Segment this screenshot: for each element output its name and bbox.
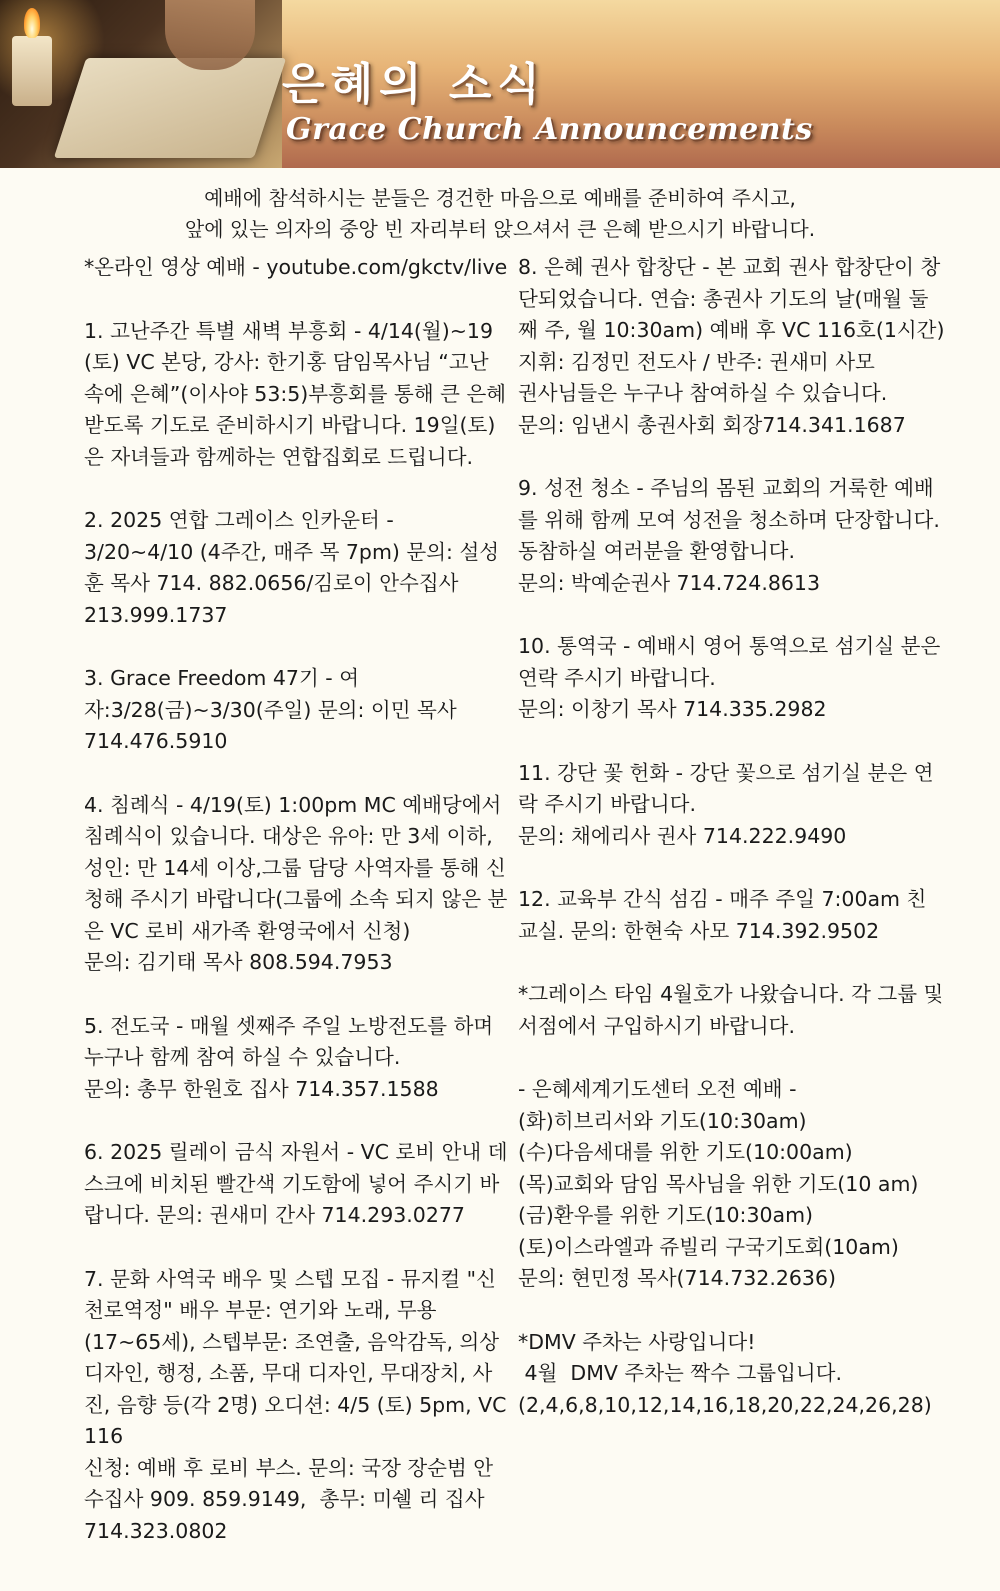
intro-text — [0, 183, 1000, 245]
announcement-2: 2. 2025 연합 그레이스 인카운터 - 3/20~4/10 (4주간, 매주 목 7pm) 문의: 설성훈 목사 714. 882.0656/김로이 안수집사 213.999.1737 — [84, 508, 500, 627]
announcement-online-worship: *온라인 영상 예배 - youtube.com/gkctv/live — [84, 255, 508, 279]
announcement-1: 1. 고난주간 특별 새벽 부흥회 - 4/14(월)~19 (토) VC 본당, 강사: 한기홍 담임목사님 “고난 속에 은혜”(이사야 53:5)부흥회를 통해 큰 은혜 받도록 기도로 준비하시기 바랍니다. 19일(토)은 자녀들과 함께하는 연합집회로 드립니다. — [84, 318, 513, 469]
announcement-8: 8. 은혜 권사 합창단 - 본 교회 권사 합창단이 창단되었습니다. 연습: 총권사 기도의 날(매월 둘째 주, 월 10:30am) 예배 후 VC 116호(1시간) 지휘: 김정민 전도사 / 반주: 권새미 사모 권사님들은 누구나 참여하실 수 있습니다. 문의: 임낸시 총권사회 회장714.341.1687 — [518, 255, 945, 437]
header-banner — [0, 0, 1000, 168]
page-title-english: Grace Church Announcements — [286, 112, 813, 147]
intro-line-2: 앞에 있는 의자의 중앙 빈 자리부터 앉으셔서 큰 은혜 받으시기 바랍니다. — [184, 217, 816, 241]
candle-bible-photo — [0, 0, 282, 168]
announcement-7: 7. 문화 사역국 배우 및 스텝 모집 - 뮤지컬 "신천로역정" 배우 부문: 연기와 노래, 무용(17~65세), 스텝부문: 조연출, 음악감독, 의상 디자인, 행정, 소품, 무대 디자인, 무대장치, 사진, 음향 등(각 2명) 오디션: 4/5 (토) 5pm, VC 116 신청: 예배 후 로비 부스. 문의: 국장 장순범 안수집사 909. 859.9149, 총무: 미쉘 리 집사 714.323.0802 — [84, 1266, 507, 1543]
announcement-prayer-center: - 은혜세계기도센터 오전 예배 - (화)히브리서와 기도(10:30am) (수)다음세대를 위한 기도(10:00am) (목)교회와 담임 목사님을 위한 기도(10 am) (금)환우를 위한 기도(10:30am) (토)이스라엘과 쥬빌리 구국기도회(10am) 문의: 현민정 목사(714.732.2636) — [518, 1077, 919, 1290]
announcement-12: 12. 교육부 간식 섬김 - 매주 주일 7:00am 친교실. 문의: 한현숙 사모 714.392.9502 — [518, 887, 927, 943]
right-column — [518, 252, 950, 1453]
announcement-9: 9. 성전 청소 - 주님의 몸된 교회의 거룩한 예배를 위해 함께 모여 성전을 청소하며 단장합니다. 동참하실 여러분을 환영합니다. 문의: 박예순권사 714.724.8613 — [518, 476, 940, 595]
announcement-6: 6. 2025 릴레이 금식 자원서 - VC 로비 안내 데스크에 비치된 빨간색 기도함에 넣어 주시기 바랍니다. 문의: 권새미 간사 714.293.0277 — [84, 1140, 508, 1227]
announcement-dmv-parking: *DMV 주차는 사랑입니다! 4월 DMV 주차는 짝수 그룹입니다. (2,4,6,8,10,12,14,16,18,20,22,24,26,28) — [518, 1329, 932, 1417]
announcement-4: 4. 침례식 - 4/19(토) 1:00pm MC 예배당에서 침례식이 있습니다. 대상은 유아: 만 3세 이하, 성인: 만 14세 이상,그룹 담당 사역자를 통해 신청해 주시기 바랍니다(그룹에 소속 되지 않은 분은 VC 로비 새가족 환영국에서 신청) 문의: 김기태 목사 808.594.7953 — [84, 792, 508, 974]
page-title-korean: 은혜의 소식 — [282, 59, 546, 110]
intro-line-1: 예배에 참석하시는 분들은 경건한 마음으로 예배를 준비하여 주시고, — [204, 186, 796, 210]
left-column — [84, 252, 513, 1579]
announcement-3: 3. Grace Freedom 47기 - 여자:3/28(금)~3/30(주일) 문의: 이민 목사 714.476.5910 — [84, 666, 464, 753]
announcement-11: 11. 강단 꽃 헌화 - 강단 꽃으로 섬기실 분은 연락 주시기 바랍니다. 문의: 채에리사 권사 714.222.9490 — [518, 760, 934, 848]
announcement-5: 5. 전도국 - 매월 셋째주 주일 노방전도를 하며 누구나 함께 참여 하실 수 있습니다. 문의: 총무 한원호 집사 714.357.1588 — [84, 1013, 494, 1101]
announcement-grace-time: *그레이스 타임 4월호가 나왔습니다. 각 그룹 및 서점에서 구입하시기 바랍니다. — [518, 982, 950, 1038]
announcement-10: 10. 통역국 - 예배시 영어 통역으로 섬기실 분은 연락 주시기 바랍니다. 문의: 이창기 목사 714.335.2982 — [518, 634, 941, 721]
